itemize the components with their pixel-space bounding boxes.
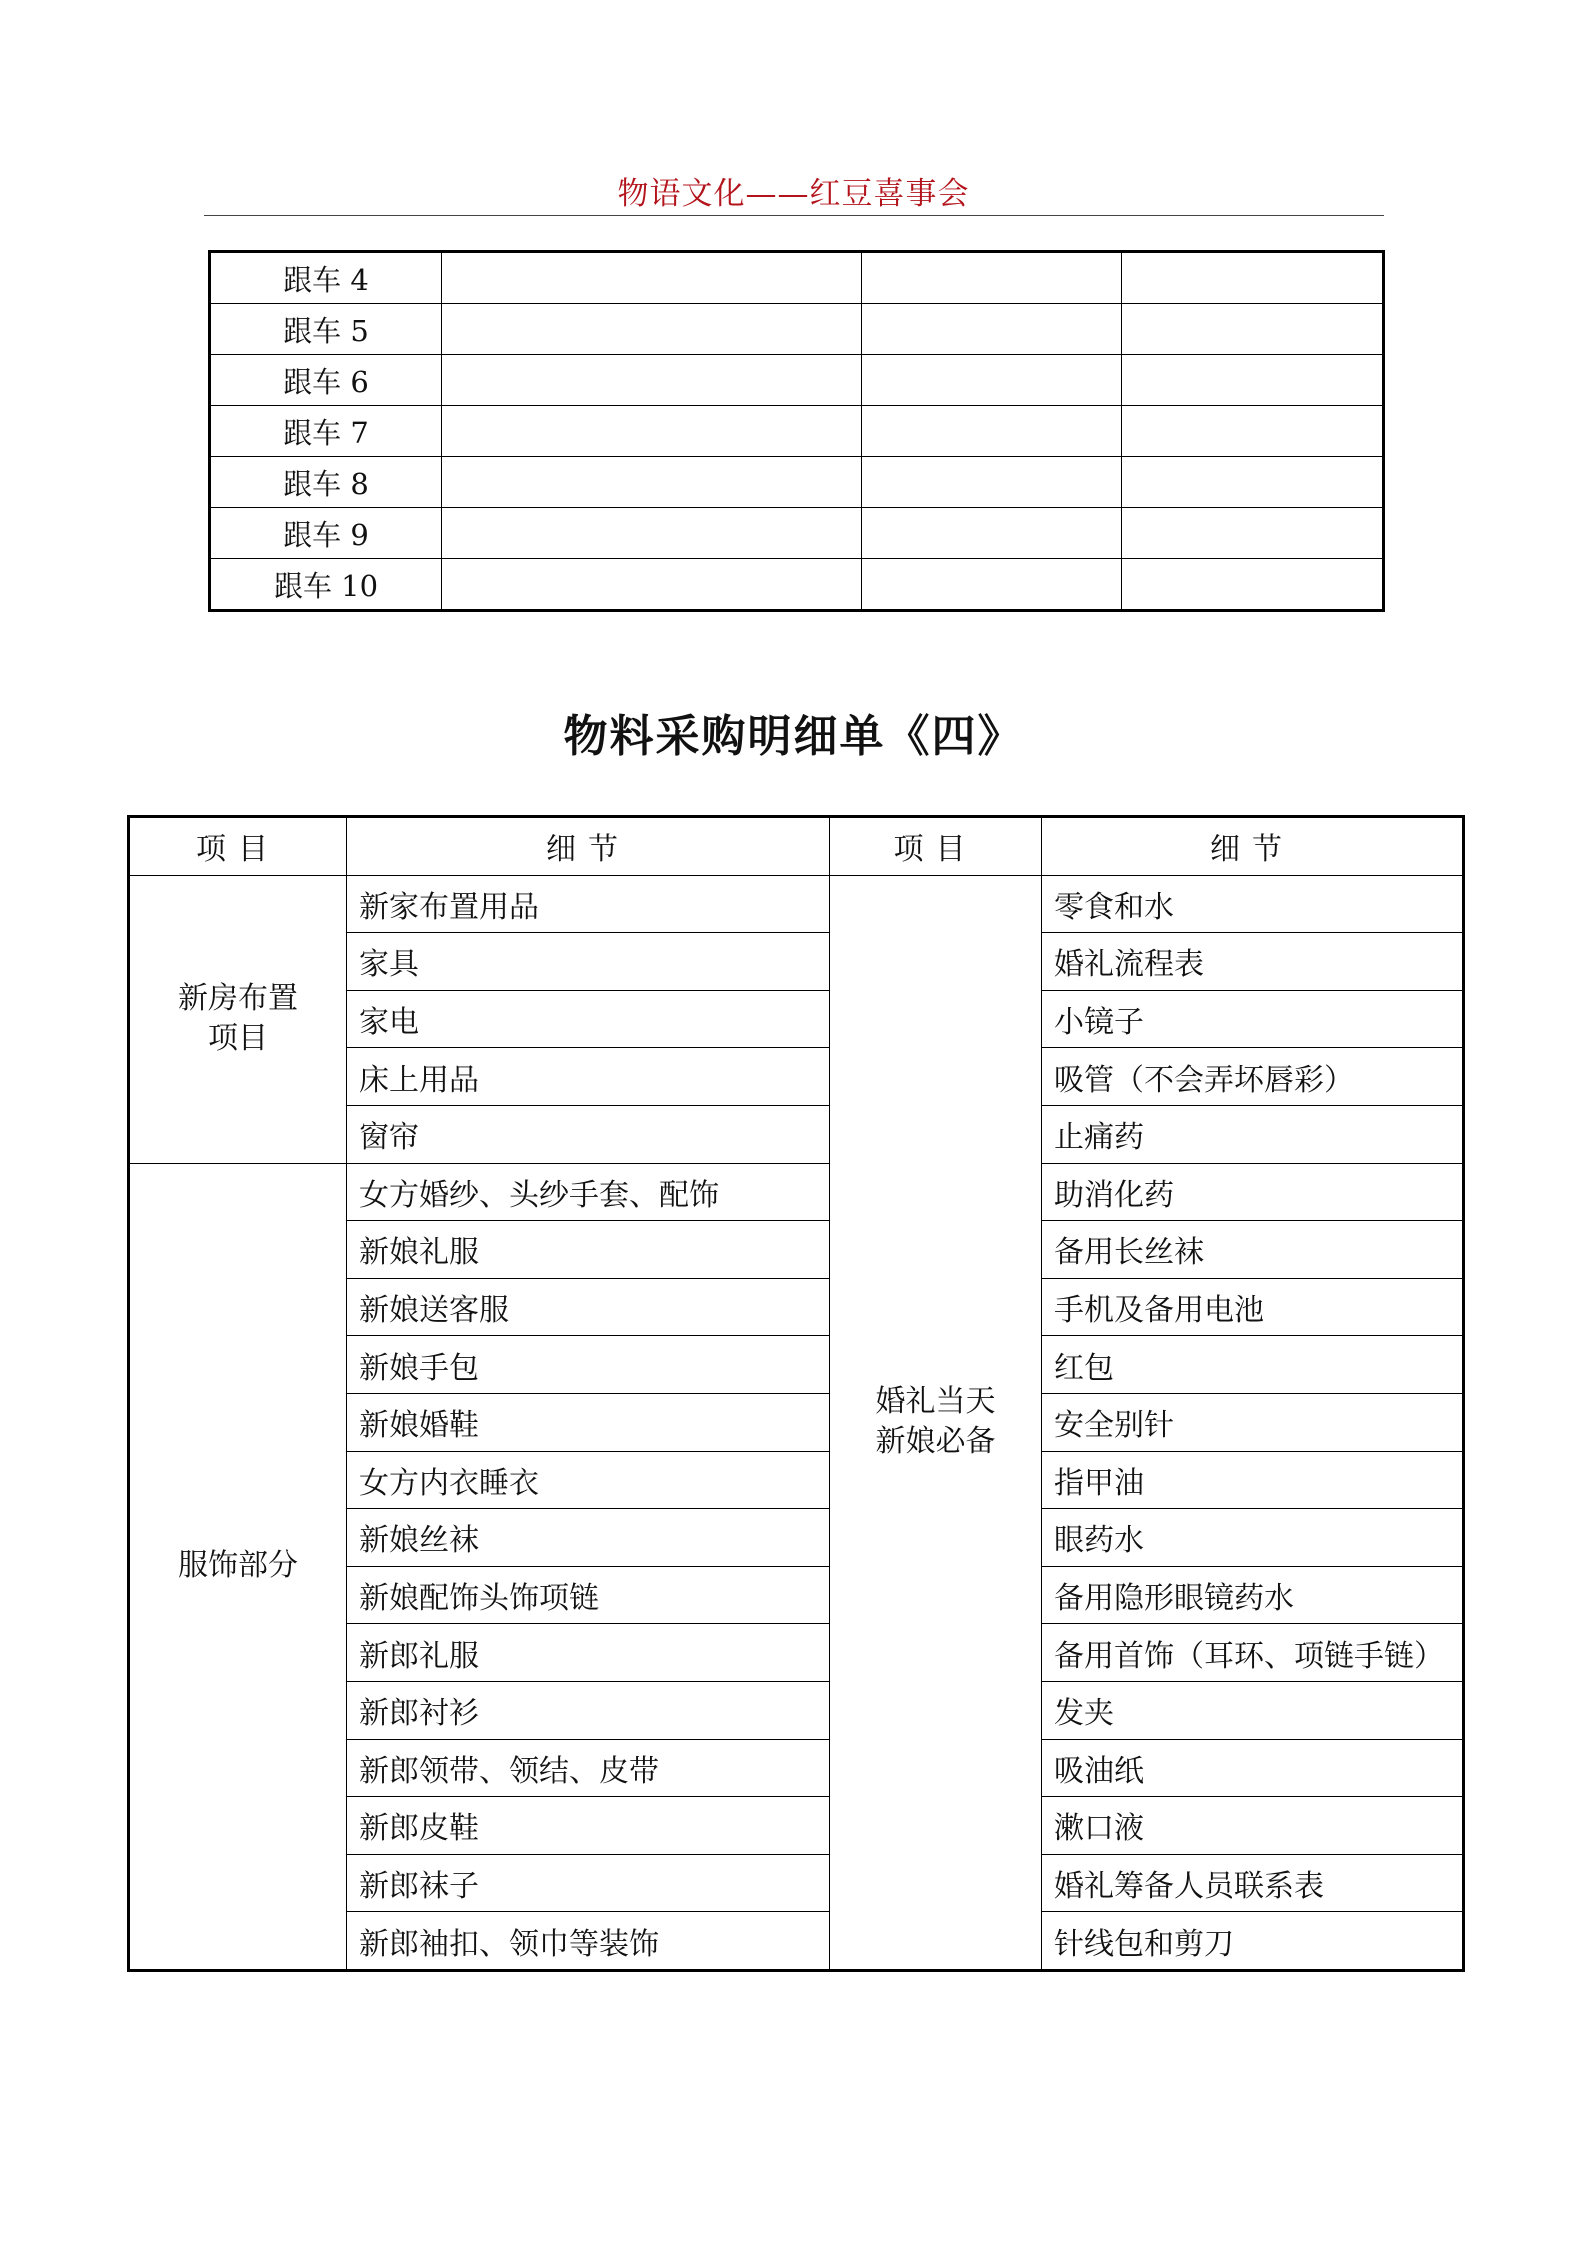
detail-cell: 新娘送客服 [347,1278,830,1336]
follow-car-cell [1122,406,1384,457]
follow-car-cell [442,508,862,559]
follow-car-cell [862,304,1122,355]
detail-cell: 新娘礼服 [347,1221,830,1279]
detail-cell: 针线包和剪刀 [1042,1912,1464,1971]
header-item: 项目 [129,817,347,876]
detail-cell: 新娘配饰头饰项链 [347,1566,830,1624]
detail-cell: 女方婚纱、头纱手套、配饰 [347,1163,830,1221]
follow-car-row [210,355,1384,406]
detail-cell: 备用隐形眼镜药水 [1042,1566,1464,1624]
detail-cell: 吸油纸 [1042,1739,1464,1797]
follow-car-label: 跟车 6 [210,355,442,406]
follow-car-label: 跟车 4 [210,252,442,304]
follow-car-label: 跟车 10 [210,559,442,611]
follow-car-row [210,559,1384,611]
follow-car-table [208,250,1385,612]
item-category-line-1: 服饰部分 [178,1548,298,1584]
item-category-line-1: 新房布置 [178,981,298,1017]
follow-car-label: 跟车 8 [210,457,442,508]
material-row [129,1163,1464,1221]
item-category-line-2: 项目 [208,1021,268,1057]
header-detail: 细节 [347,817,830,876]
detail-cell: 指甲油 [1042,1451,1464,1509]
follow-car-row [210,406,1384,457]
detail-cell: 新娘婚鞋 [347,1393,830,1451]
header-title: 物语文化——红豆喜事会 [617,176,970,212]
item-category [129,875,347,1163]
item-category-line-1: 婚礼当天 [875,1384,996,1420]
follow-car-row [210,304,1384,355]
detail-cell: 床上用品 [347,1048,830,1106]
detail-cell: 婚礼筹备人员联系表 [1042,1854,1464,1912]
item-category [129,1163,347,1970]
detail-cell: 新郎皮鞋 [347,1797,830,1855]
detail-cell: 新郎衬衫 [347,1681,830,1739]
follow-car-cell [862,508,1122,559]
follow-car-cell [1122,304,1384,355]
detail-cell: 助消化药 [1042,1163,1464,1221]
detail-cell: 眼药水 [1042,1509,1464,1567]
detail-cell: 吸管（不会弄坏唇彩） [1042,1048,1464,1106]
detail-cell: 婚礼流程表 [1042,933,1464,991]
item-category-line-2: 新娘必备 [875,1424,996,1460]
item-category [830,875,1042,1970]
follow-car-label: 跟车 9 [210,508,442,559]
detail-cell: 手机及备用电池 [1042,1278,1464,1336]
detail-cell: 新娘手包 [347,1336,830,1394]
detail-cell: 女方内衣睡衣 [347,1451,830,1509]
follow-car-cell [1122,508,1384,559]
follow-car-cell [442,304,862,355]
detail-cell: 新郎领带、领结、皮带 [347,1739,830,1797]
detail-cell: 家电 [347,990,830,1048]
detail-cell: 红包 [1042,1336,1464,1394]
detail-cell: 发夹 [1042,1681,1464,1739]
detail-cell: 新郎袖扣、领巾等装饰 [347,1912,830,1971]
follow-car-label: 跟车 7 [210,406,442,457]
follow-car-row [210,508,1384,559]
follow-car-cell [862,457,1122,508]
follow-car-row [210,252,1384,304]
follow-car-cell [862,559,1122,611]
header-detail: 细节 [1042,817,1464,876]
detail-cell: 漱口液 [1042,1797,1464,1855]
material-list-title: 物料采购明细单《四》 [563,711,1024,762]
follow-car-cell [862,252,1122,304]
detail-cell: 止痛药 [1042,1105,1464,1163]
detail-cell: 家具 [347,933,830,991]
detail-cell: 安全别针 [1042,1393,1464,1451]
follow-car-cell [442,559,862,611]
detail-cell: 窗帘 [347,1105,830,1163]
detail-cell: 新郎袜子 [347,1854,830,1912]
detail-cell: 新家布置用品 [347,875,830,933]
detail-cell: 备用长丝袜 [1042,1221,1464,1279]
follow-car-cell [1122,355,1384,406]
detail-cell: 小镜子 [1042,990,1464,1048]
follow-car-cell [442,252,862,304]
follow-car-cell [862,355,1122,406]
detail-cell: 备用首饰（耳环、项链手链） [1042,1624,1464,1682]
material-header-row [129,817,1464,876]
follow-car-cell [442,355,862,406]
follow-car-cell [442,406,862,457]
follow-car-cell [1122,457,1384,508]
follow-car-label: 跟车 5 [210,304,442,355]
detail-cell: 零食和水 [1042,875,1464,933]
header-divider [204,215,1384,216]
follow-car-cell [862,406,1122,457]
detail-cell: 新郎礼服 [347,1624,830,1682]
follow-car-row [210,457,1384,508]
detail-cell: 新娘丝袜 [347,1509,830,1567]
header-item: 项目 [830,817,1042,876]
follow-car-cell [442,457,862,508]
follow-car-cell [1122,252,1384,304]
follow-car-cell [1122,559,1384,611]
material-row [129,875,1464,933]
material-table [127,815,1465,1972]
